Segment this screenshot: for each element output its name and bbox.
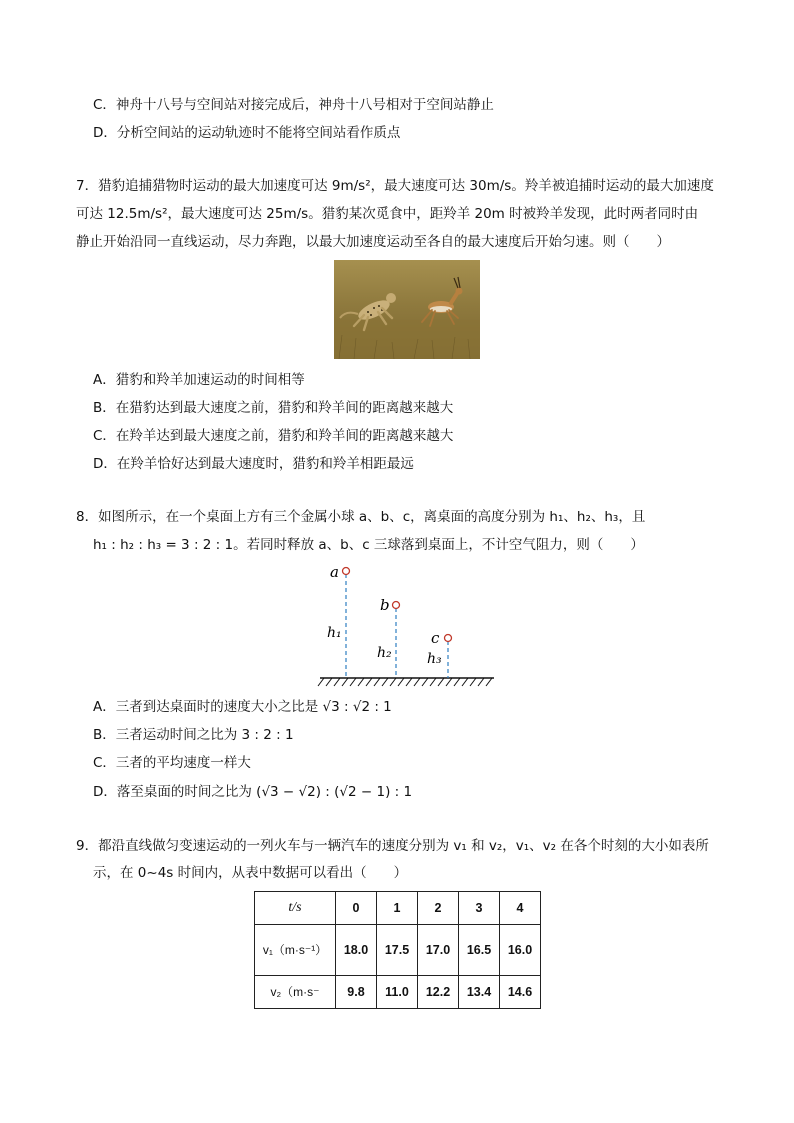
v2-cell: 12.2 (418, 976, 459, 1009)
falling-balls-diagram (316, 562, 496, 690)
v1-cell: 16.0 (500, 925, 541, 976)
v2-cell: 13.4 (459, 976, 500, 1009)
q8-option-a: A．三者到达桌面时的速度大小之比是 √3 : √2 : 1 (93, 699, 392, 715)
table-row-v2 (255, 976, 541, 1009)
q8-option-b: B．三者运动时间之比为 3 : 2 : 1 (93, 727, 294, 743)
v1-header: v₁（m·s⁻¹） (255, 925, 336, 976)
v2-cell: 11.0 (377, 976, 418, 1009)
v2-cell: 14.6 (500, 976, 541, 1009)
q8-option-c: C．三者的平均速度一样大 (93, 755, 251, 771)
h3-label: h₃ (427, 651, 442, 667)
ball-a-label: a (330, 563, 339, 581)
q7-option-c: C．在羚羊达到最大速度之前，猎豹和羚羊间的距离越来越大 (93, 428, 454, 444)
t-cell: 4 (500, 892, 541, 925)
ball-b-label: b (380, 596, 390, 614)
option-c: C．神舟十八号与空间站对接完成后，神舟十八号相对于空间站静止 (93, 97, 494, 113)
q7-option-a: A．猎豹和羚羊加速运动的时间相等 (93, 372, 305, 388)
v2-header: v₂（m·s⁻ (255, 976, 336, 1009)
velocity-table (254, 891, 541, 1009)
t-cell: 2 (418, 892, 459, 925)
v2-cell: 9.8 (336, 976, 377, 1009)
q7-stem-line-3: 静止开始沿同一直线运动，尽力奔跑，以最大加速度运动至各自的最大速度后开始匀速。则（ ） (76, 234, 670, 250)
q8-stem-line-1: 8．如图所示，在一个桌面上方有三个金属小球 a、b、c，离桌面的高度分别为 h₁、h₂、h₃，且 (76, 509, 646, 525)
q7-option-d: D．在羚羊恰好达到最大速度时，猎豹和羚羊相距最远 (93, 456, 414, 472)
q7-option-b: B．在猎豹达到最大速度之前，猎豹和羚羊间的距离越来越大 (93, 400, 454, 416)
ball-c (445, 635, 452, 642)
ball-c-label: c (431, 629, 440, 647)
v1-cell: 17.5 (377, 925, 418, 976)
q7-stem-line-1: 7．猎豹追捕猎物时运动的最大加速度可达 9m/s²，最大速度可达 30m/s。羚羊被追捕时运动的最大加速度 (76, 178, 714, 194)
q8-option-d: D．落至桌面的时间之比为 (√3 − √2) : (√2 − 1) : 1 (93, 784, 413, 800)
table-row-v1 (255, 925, 541, 976)
v1-cell: 17.0 (418, 925, 459, 976)
h1-label: h₁ (327, 625, 342, 641)
option-d: D．分析空间站的运动轨迹时不能将空间站看作质点 (93, 125, 401, 141)
cheetah-antelope-photo (334, 260, 480, 359)
t-cell: 0 (336, 892, 377, 925)
q9-stem-line-1: 9．都沿直线做匀变速运动的一列火车与一辆汽车的速度分别为 v₁ 和 v₂，v₁、v₂ 在各个时刻的大小如表所 (76, 838, 709, 854)
v1-cell: 16.5 (459, 925, 500, 976)
q8-stem-line-2: h₁ : h₂ : h₃ = 3 : 2 : 1。若同时释放 a、b、c 三球落到桌面上，不计空气阻力，则（ ） (93, 537, 644, 553)
table-hatching (318, 678, 492, 686)
t-header: t/s (288, 900, 302, 915)
q9-stem-line-2: 示，在 0~4s 时间内，从表中数据可以看出（ ） (93, 865, 408, 881)
t-cell: 1 (377, 892, 418, 925)
h2-label: h₂ (377, 645, 392, 661)
ball-b (393, 602, 400, 609)
ball-a (343, 568, 350, 575)
t-cell: 3 (459, 892, 500, 925)
q7-stem-line-2: 可达 12.5m/s²，最大速度可达 25m/s。猎豹某次觅食中，距羚羊 20m 时被羚羊发现，此时两者同时由 (76, 206, 699, 222)
v1-cell: 18.0 (336, 925, 377, 976)
table-row-time (255, 892, 541, 925)
